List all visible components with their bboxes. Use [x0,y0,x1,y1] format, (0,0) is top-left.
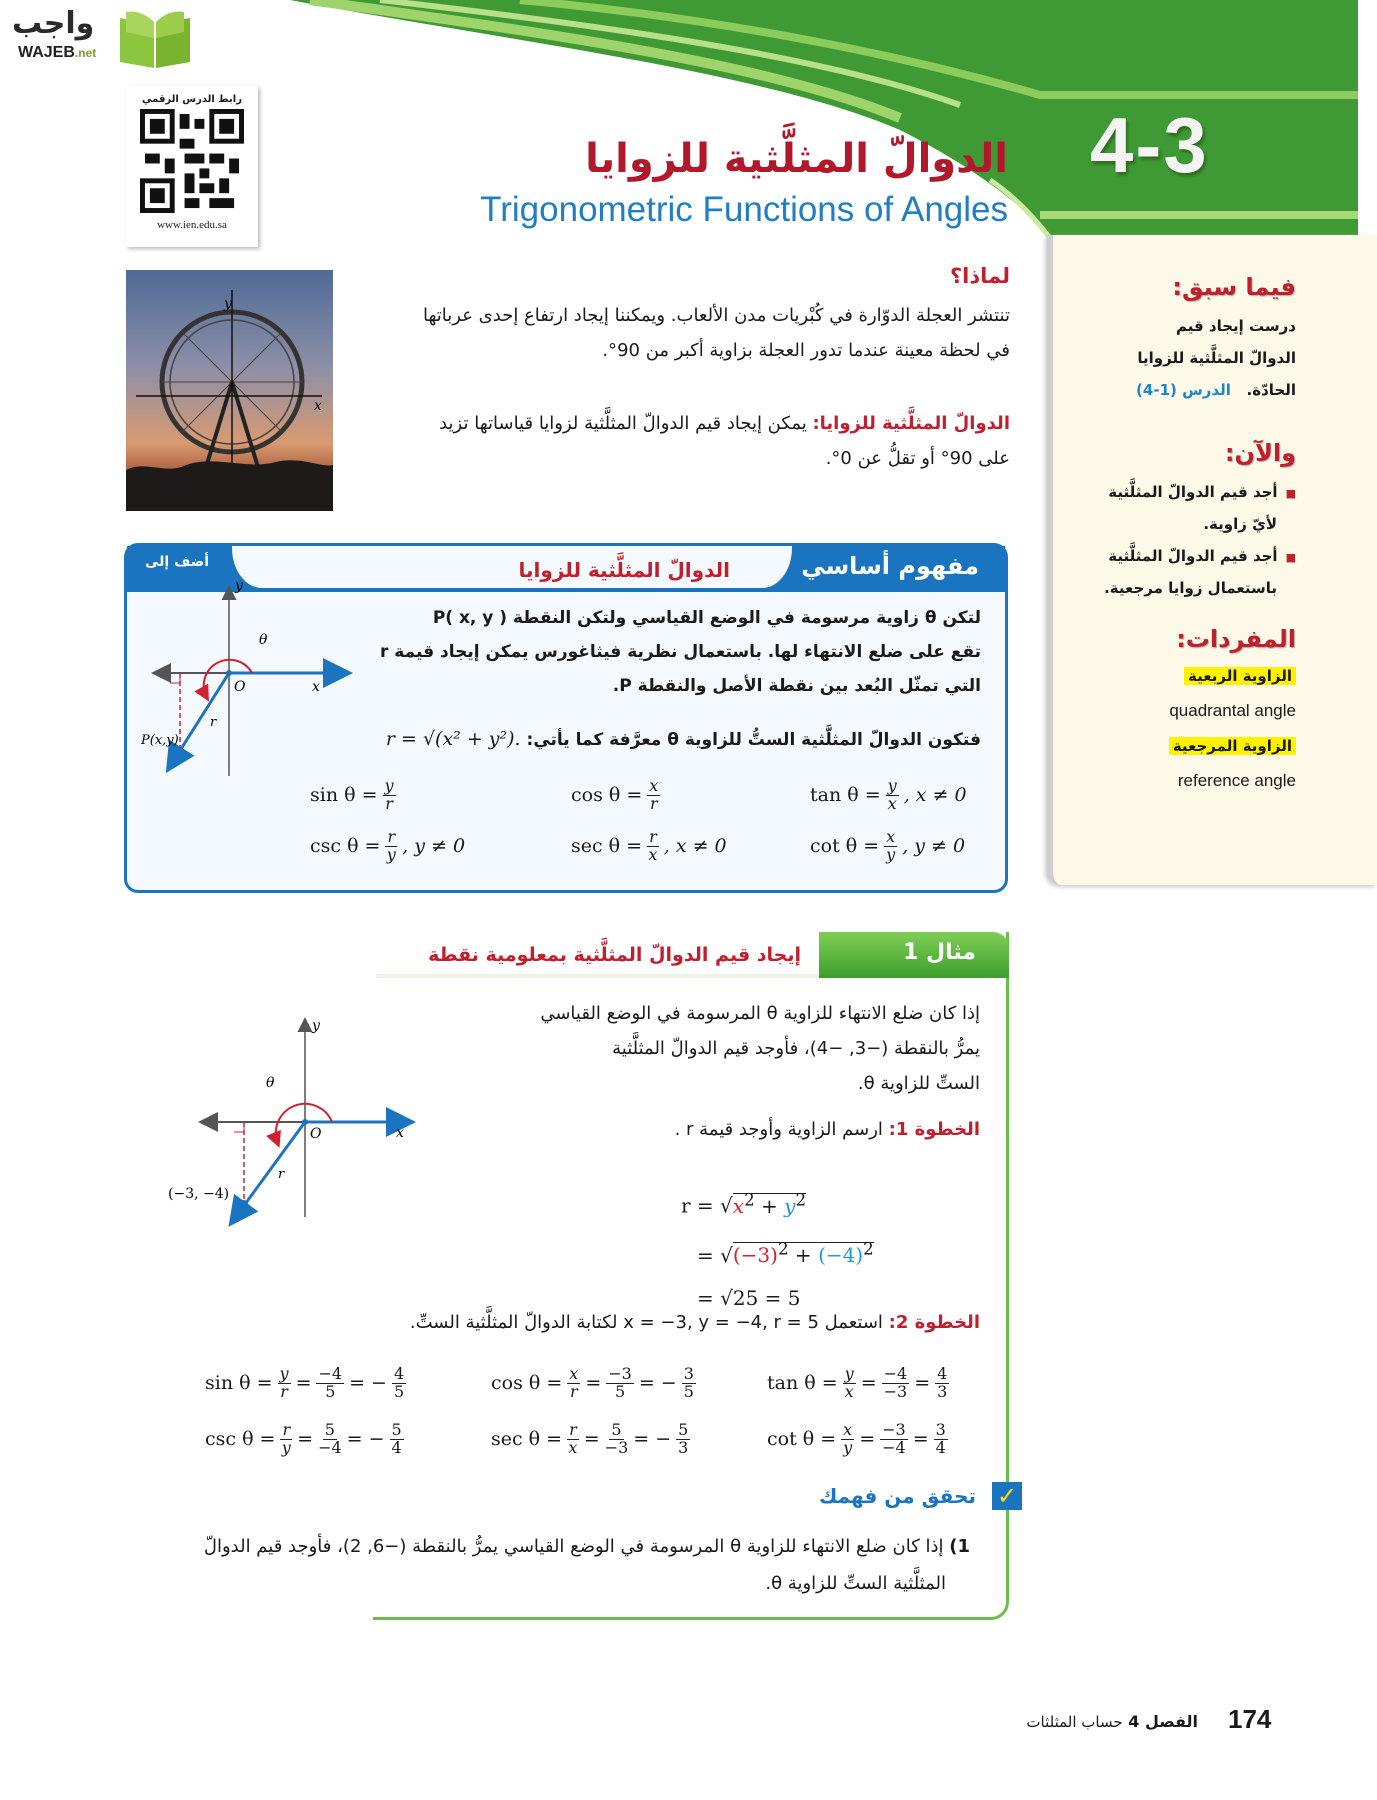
logo-arabic: واجب [12,6,95,41]
example-title: إيجاد قيم الدوالّ المثلَّثية بمعلومية نقطة [428,944,801,966]
equals: = [295,1372,312,1395]
formula-cos [571,778,660,813]
function-name: csc θ = [205,1428,276,1451]
formula-tan [810,778,967,813]
function-name: sec θ = [491,1428,563,1451]
denominator: y [386,844,396,864]
denominator: 5 [683,1381,694,1401]
qr-url: www.ien.edu.sa [157,219,227,231]
photo-x-label: x [314,398,322,414]
numerator: −4 [318,1364,343,1383]
function-name: csc θ = [310,835,381,858]
lesson-reference-link[interactable]: الدرس (1-4) [1136,381,1231,399]
step-2: الخطوة 2: استعمل x = −3, y = −4, r = 5 لكتابة الدوالّ المثلَّثية الستِّ. [409,1312,980,1333]
equals: = [297,1428,314,1451]
qr-caption: رابط الدرس الرقمي [142,94,242,105]
theta-label: θ [266,1075,275,1091]
condition: , y ≠ 0 [402,835,466,858]
formula-sin [310,778,396,813]
denominator: 3 [678,1437,689,1457]
fraction [841,1422,854,1457]
numerator: r [387,827,396,846]
denominator: 4 [935,1437,946,1457]
now-item: ■أجد قيم الدوالّ المثلَّثية [1108,547,1296,565]
numerator: x [649,776,659,795]
numerator: x [886,827,896,846]
chapter-footer: الفصل 4 حساب المثلثات [1026,1712,1198,1731]
denominator: −3 [883,1381,908,1401]
definition-text: يمكن إيجاد قيم الدوالّ المثلَّثية لزوايا قياساتها تزيد على 90° أو تقلُّ عن 0°. [439,413,1010,469]
numerator: y [844,1364,854,1383]
fraction [316,1366,344,1401]
fraction [390,1422,404,1457]
numerator: 4 [937,1364,948,1383]
fraction [605,1422,629,1457]
equals: = − [633,1428,672,1451]
point-label: (−3, −4) [168,1186,230,1202]
vocab-term-ar: الزاوية المرجعية [1169,737,1296,755]
function-name: tan θ = [767,1372,838,1395]
denominator: 3 [937,1381,948,1401]
numerator: x [843,1420,853,1439]
book-logo-icon [116,8,194,70]
numerator: 3 [935,1420,946,1439]
denominator: 5 [393,1381,405,1401]
function-name: sin θ = [205,1372,273,1395]
y-axis-label: y [235,578,243,594]
now-item-cont: لأيّ زاوية. [1203,515,1277,533]
concept-line: تقع على ضلع الانتهاء لها. باستعمال نظرية فيثاغورس يمكن إيجاد قيمة r [380,642,981,662]
fraction [886,778,899,813]
why-heading: لماذا؟ [949,264,1010,288]
numerator: r [282,1420,291,1439]
theta-label: θ [259,632,268,648]
function-name: tan θ = [810,784,881,807]
fraction [934,1422,948,1457]
now-title: والآن: [1224,439,1296,467]
fraction [884,829,897,864]
numerator: −3 [608,1364,632,1383]
denominator: 4 [391,1437,402,1457]
definition-paragraph [410,406,1010,476]
qr-code-icon[interactable] [140,109,244,213]
origin-label: O [234,679,246,695]
x-axis-label: x [312,679,320,695]
key-concept-label: مفهوم أساسي [801,552,979,580]
before-line: الدوالّ المثلَّثية للزوايا [1137,349,1296,367]
r-calculation: $r = √x^2 + y^2$ = $√(-3)^2 + (-4)^2$ = √25 = 5 [681,1190,874,1311]
lesson-number: 4-3 [1090,101,1209,189]
vocab-term-en: reference angle [1177,771,1296,790]
concept-r-line: فتكون الدوالّ المثلَّثية الستُّ للزاوية θ معرَّفة كما يأتي: r = √(x² + y²). [385,728,981,750]
fraction [567,1422,579,1457]
fraction [882,1366,910,1401]
formula-cot [767,1422,948,1457]
denominator: 5 [325,1381,336,1401]
condition: , x ≠ 0 [903,784,967,807]
denominator: r [280,1381,288,1401]
numerator: y [279,1364,289,1383]
formula-csc [205,1422,404,1457]
equals: = − [349,1372,387,1395]
why-text: تنتشر العجلة الدوّارة في كُبْريات مدن الألعاب. ويمكننا إيجاد ارتفاع إحدى عرباتها في لحظة معينة عندما تدور العجلة بزاوية أكبر من 90°. [422,305,1010,361]
lesson-title-arabic: الدوالّ المثلَّثية للزوايا [585,136,1008,182]
fraction [383,778,396,813]
function-name: cos θ = [491,1372,563,1395]
denominator: r [385,793,393,813]
denominator: −4 [882,1437,906,1457]
vocab-title: المفردات: [1176,625,1296,653]
denominator: 5 [614,1381,626,1401]
point-label: P(x,y) [141,733,179,748]
y-axis-label: y [312,1018,320,1034]
denominator: x [648,844,658,864]
denominator: −3 [604,1437,629,1457]
numerator: 5 [391,1420,402,1439]
x-axis-label: x [396,1125,404,1141]
origin-label: O [310,1126,322,1142]
fraction [880,1422,908,1457]
fraction [935,1366,949,1401]
numerator: 4 [393,1364,405,1383]
denominator: y [886,844,896,864]
numerator: r [649,827,657,846]
formula-sec [571,829,727,864]
equals: = [912,1428,929,1451]
before-title: فيما سبق: [1172,273,1296,301]
key-concept-box [124,543,1008,893]
denominator: x [887,793,897,813]
denominator: x [568,1437,578,1457]
concept-line: لتكن θ زاوية مرسومة في الوضع القياسي ولتكن النقطة P( x, y ) [432,608,981,628]
concept-line: التي تمثّل البُعد بين نقطة الأصل والنقطة P. [612,676,981,696]
equals: = [914,1372,931,1395]
numerator: −3 [882,1420,906,1439]
fraction [385,829,397,864]
equals: = [583,1428,600,1451]
denominator: r [569,1381,578,1401]
lesson-title-english: Trigonometric Functions of Angles [480,190,1008,229]
equals: = [860,1372,877,1395]
add-to-label: أضف إلى [145,554,210,570]
numerator: 5 [324,1420,335,1439]
step-2-label: الخطوة 2: [888,1312,980,1333]
step-1: الخطوة 1: ارسم الزاوية وأوجد قيمة r . [674,1119,980,1140]
fraction [676,1422,690,1457]
vocab-term-ar: الزاوية الربعية [1184,667,1296,685]
check-understanding-title: تحقق من فهمك [819,1484,976,1508]
condition: , y ≠ 0 [902,835,966,858]
check-icon: ✓ [992,1482,1022,1510]
definition-label: الدوالّ المثلَّثية للزوايا: [812,413,1010,434]
before-line: الحادّة. الدرس (1-4) [1136,381,1296,399]
function-name: sin θ = [310,784,378,807]
now-item-cont: باستعمال زوايا مرجعية. [1104,579,1277,597]
formula-cot [810,829,965,864]
page-number: 174 [1228,1704,1272,1734]
formula-sin [205,1366,406,1401]
key-concept-diagram [141,576,377,796]
numerator: y [887,776,897,795]
example-problem: إذا كان ضلع الانتهاء للزاوية θ المرسومة في الوضع القياسي يمرُّ بالنقطة (−3, −4)، فأوجد قيم الدوالّ المثلَّثية الستِّ للزاوية θ. [540,1003,980,1094]
photo-y-label: y [224,296,232,312]
formula-sec [491,1422,690,1457]
numerator: y [384,776,394,795]
denominator: x [844,1381,854,1401]
formula-cos [491,1366,696,1401]
denominator: y [843,1437,853,1457]
function-name: cot θ = [767,1428,837,1451]
numerator: −4 [883,1364,908,1383]
fraction [682,1366,696,1401]
before-line: درست إيجاد قيم [1175,317,1296,335]
condition: , x ≠ 0 [663,835,727,858]
now-item: ■أجد قيم الدوالّ المثلَّثية [1108,483,1296,501]
fraction [843,1366,856,1401]
numerator: r [569,1420,577,1439]
equals: = − [346,1428,385,1451]
fraction [606,1366,634,1401]
numerator: 5 [678,1420,689,1439]
denominator: y [281,1437,291,1457]
denominator: −4 [318,1437,342,1457]
formula-tan [767,1366,949,1401]
step-1-label: الخطوة 1: [888,1119,980,1140]
key-concept-title: الدوالّ المثلَّثية للزوايا [518,558,730,582]
qr-code-card[interactable] [126,86,258,247]
exercise-number: 1) [949,1536,970,1557]
function-name: cot θ = [810,835,880,858]
exercise-1: 1) إذا كان ضلع الانتهاء للزاوية θ المرسومة في الوضع القياسي يمرُّ بالنقطة (−6, 2)، فأوجد قيم الدوالّ المثلَّثية الستِّ للزاوية θ. [203,1536,970,1594]
numerator: x [569,1364,579,1383]
numerator: 3 [683,1364,694,1383]
fraction [318,1422,342,1457]
equals: = − [638,1372,677,1395]
fraction [647,778,660,813]
logo-english: WAJEB.net [18,44,97,61]
fraction [567,1366,580,1401]
fraction [647,829,659,864]
example-label: مثال 1 [903,940,976,965]
example-diagram [160,1012,420,1232]
formula-csc [310,829,465,864]
numerator: 5 [611,1420,622,1439]
denominator: r [649,793,658,813]
equals: = [859,1428,876,1451]
function-name: sec θ = [571,835,643,858]
lesson-sidebar [1047,235,1377,885]
ferris-wheel-photo [126,270,333,511]
r-label: r [278,1167,285,1182]
vocab-term-en: quadrantal angle [1169,701,1296,720]
fraction [278,1366,291,1401]
fraction [280,1422,292,1457]
wajeb-logo [8,6,193,68]
fraction [392,1366,406,1401]
function-name: cos θ = [571,784,643,807]
equals: = [585,1372,602,1395]
r-label: r [210,715,217,730]
